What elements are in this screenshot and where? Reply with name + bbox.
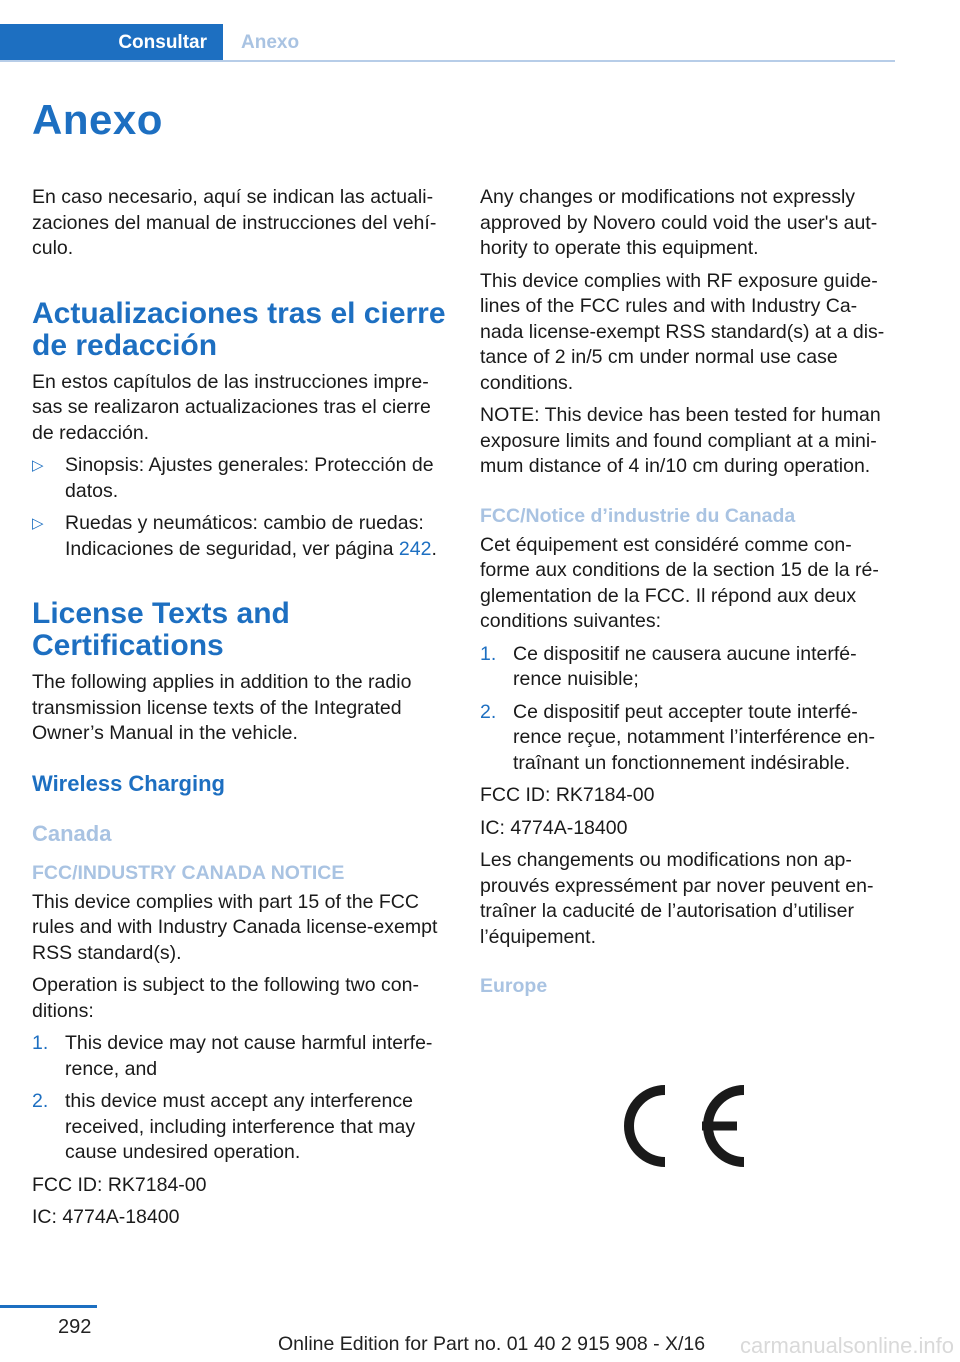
ic-number: IC: 4774A-18400 — [32, 1206, 180, 1228]
notice-heading: FCC/INDUSTRY CANADA NOTICE — [32, 861, 345, 884]
list-item-suffix: . — [431, 537, 437, 560]
list-item — [32, 511, 448, 562]
list-item — [32, 1031, 448, 1082]
list-item-text: this device must accept any interference received, including interference that may cause undesired operation. — [65, 1090, 416, 1163]
europe-heading: Europe — [480, 975, 548, 997]
triangle-bullet-icon: ▷ — [32, 515, 44, 532]
list-number: 2. — [32, 1090, 49, 1112]
french-paragraph-2: Les changements ou modifications non ap‐ prouvés expressément par nover peuvent en‐ traîner la caducité de l’autorisation d’utiliser l’équipement. — [480, 849, 874, 948]
french-notice-heading: FCC/Notice d’industrie du Canada — [480, 504, 796, 527]
intro-paragraph: En caso necesario, aquí se indican las actuali‐ zaciones del manual de instrucciones del vehí‐ culo. — [32, 186, 437, 259]
triangle-bullet-icon: ▷ — [32, 457, 44, 474]
list-item-text: Ruedas y neumáticos: cambio de ruedas: Indicaciones de seguridad, ver página — [65, 512, 424, 560]
page-title: Anexo — [32, 96, 163, 143]
french-fcc-id: FCC ID: RK7184-00 — [480, 784, 655, 806]
french-ic-number: IC: 4774A-18400 — [480, 816, 628, 839]
left-column — [32, 185, 448, 1238]
list-item — [32, 1089, 448, 1166]
section-heading-licenses: License Texts and Certifications — [32, 597, 290, 662]
rf-exposure-paragraph: This device complies with RF exposure guide‐ lines of the FCC rules and with Industry Ca‐ nada license-exempt RSS standard(s) at a dis‐ tance of 2 in/5 cm under normal use case conditions. — [480, 269, 885, 394]
licenses-paragraph: The following applies in addition to the radio transmission license texts of the Integrated Owner’s Manual in the vehicle. — [32, 671, 412, 744]
edition-text: Online Edition for Part no. 01 40 2 915 908 - X/16 — [278, 1333, 706, 1355]
subheading-canada: Canada — [32, 820, 112, 846]
changes-paragraph: Any changes or modifications not expressly approved by Novero could void the user's aut‐ hority to operate this equipment. — [480, 186, 878, 259]
list-item — [480, 700, 896, 777]
header-bar — [0, 24, 895, 62]
list-number: 1. — [480, 642, 497, 665]
list-item — [480, 642, 896, 693]
list-item-text: Ce dispositif ne causera aucune interfé‐ rence nuisible; — [513, 642, 857, 690]
fcc-paragraph-2: Operation is subject to the following two con‐ ditions: — [32, 974, 419, 1022]
list-item-text: Sinopsis: Ajustes generales: Protección de datos. — [65, 454, 434, 502]
page-link[interactable]: 242 — [398, 537, 432, 560]
watermark-text: carmanualsonline.info — [739, 1333, 954, 1358]
list-item — [32, 453, 448, 504]
section-heading-updates: Actualizaciones tras el cierre de redacción — [32, 296, 446, 362]
french-conditions-list — [480, 642, 896, 777]
tab-anexo[interactable]: Anexo — [241, 32, 300, 53]
list-item-text: Ce dispositif peut accepter toute interfé‐ rence reçue, notamment l’interférence en‐ traînant un fonctionnement indésirable. — [513, 700, 876, 774]
list-number: 2. — [480, 700, 497, 723]
french-paragraph-1: Cet équipement est considéré comme con‐ forme aux conditions de la section 15 de la ré‐ glementation de la FCC. Il répond aux deux conditions suivantes: — [480, 533, 879, 632]
page-number: 292 — [58, 1316, 92, 1338]
list-item-text: This device may not cause harmful interfe‐ rence, and — [65, 1032, 433, 1080]
fcc-id: FCC ID: RK7184-00 — [32, 1173, 207, 1196]
updates-list — [32, 453, 448, 562]
tab-consultar[interactable]: Consultar — [0, 24, 223, 62]
right-column — [480, 185, 896, 1003]
subheading-wireless-charging: Wireless Charging — [32, 770, 225, 796]
updates-paragraph: En estos capítulos de las instrucciones impre‐ sas se realizaron actualizaciones tras el cierre de redacción. — [32, 370, 431, 444]
ce-mark-icon — [620, 1080, 748, 1172]
footer-rule — [0, 1305, 97, 1308]
note-paragraph: NOTE: This device has been tested for human exposure limits and found compliant at a mini‐ mum distance of 4 in/10 cm during operation. — [480, 404, 881, 477]
header-rule — [0, 60, 895, 62]
fcc-paragraph-1: This device complies with part 15 of the FCC rules and with Industry Canada license-exempt RSS standard(s). — [32, 890, 438, 964]
list-number: 1. — [32, 1032, 49, 1054]
fcc-conditions-list — [32, 1031, 448, 1166]
